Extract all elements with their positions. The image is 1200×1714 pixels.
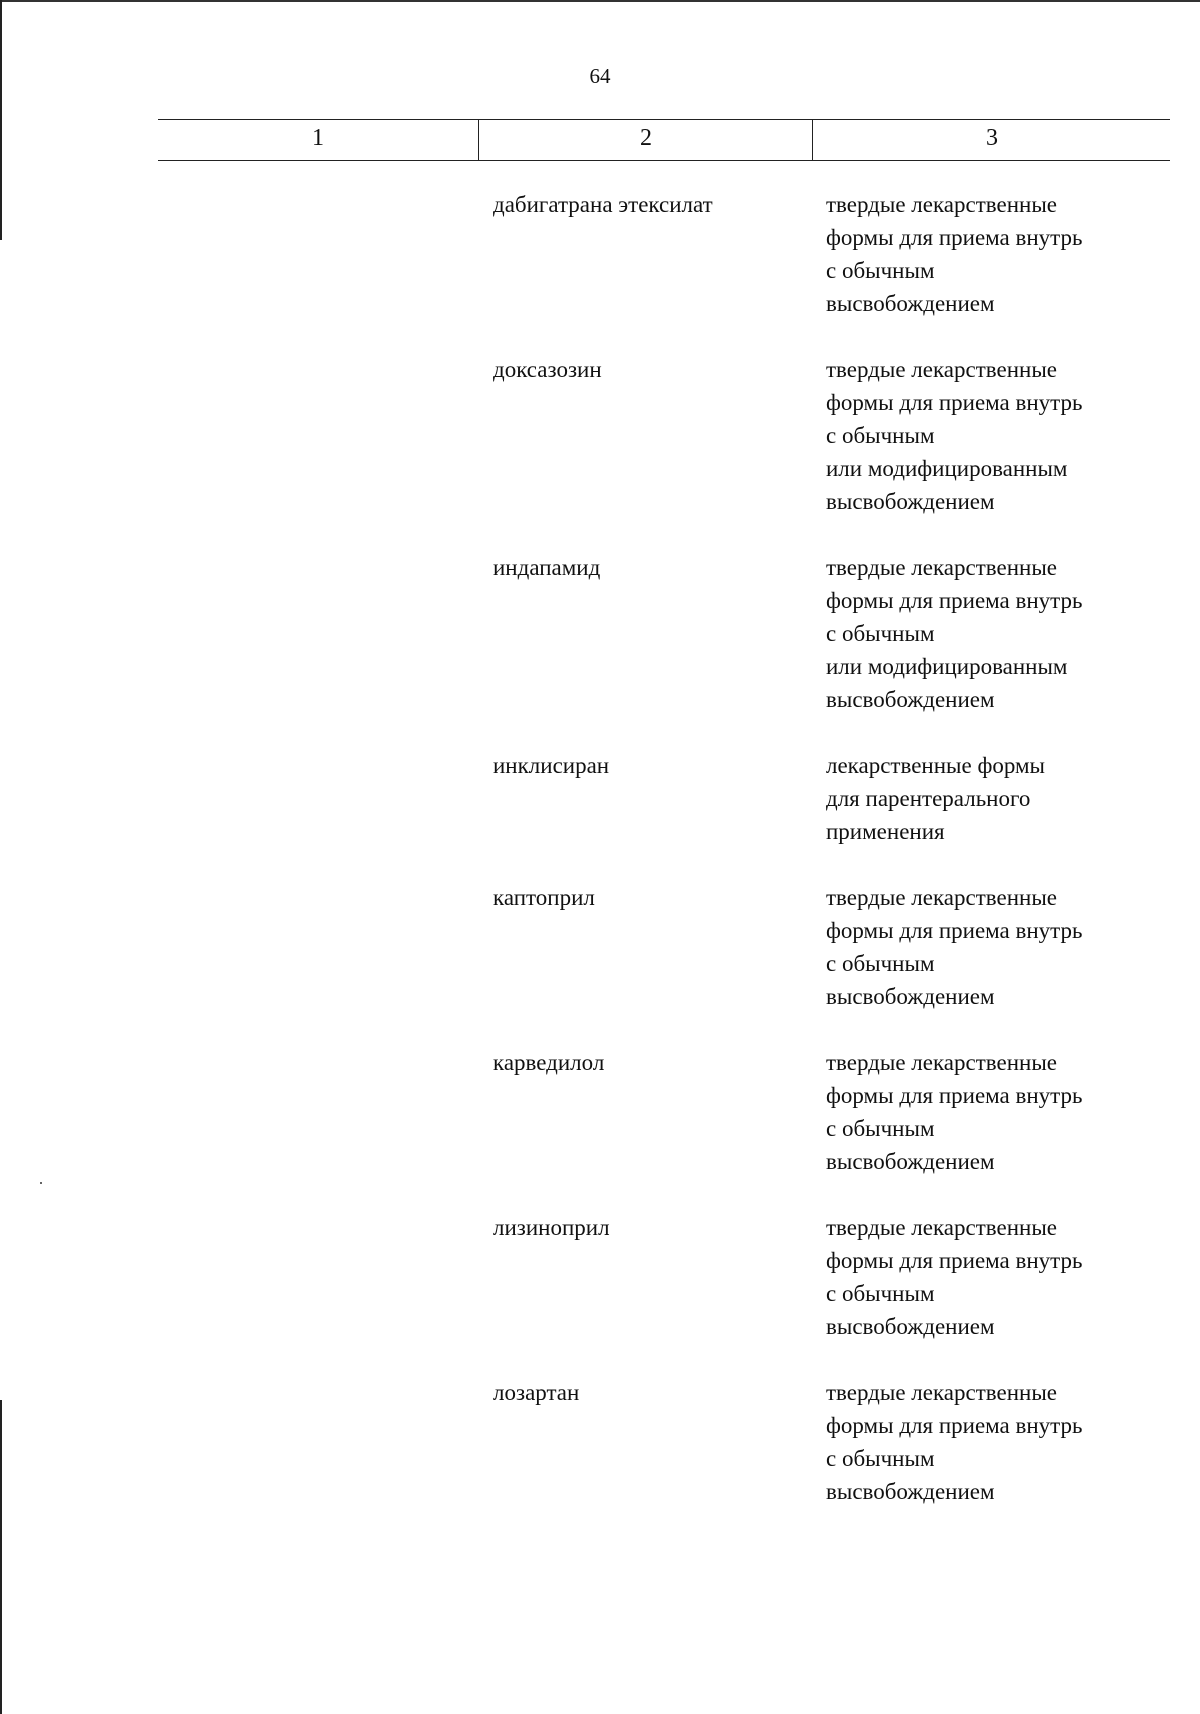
dosage-form-line: с обычным bbox=[826, 1446, 935, 1471]
dosage-form-line: твердые лекарственные bbox=[826, 885, 1057, 910]
dosage-form-line: для парентерального bbox=[826, 786, 1031, 811]
drug-name: инклисиран bbox=[493, 753, 610, 778]
page-number: 64 bbox=[589, 64, 611, 88]
drug-name: дабигатрана этексилат bbox=[493, 192, 713, 217]
column-header-3: 3 bbox=[812, 120, 1171, 160]
dosage-form-line: высвобождением bbox=[826, 1479, 995, 1504]
dosage-form bbox=[826, 881, 1166, 1013]
dosage-form-line: или модифицированным bbox=[826, 654, 1068, 679]
scan-edge-top bbox=[0, 0, 1200, 2]
dosage-form-line: формы для приема внутрь bbox=[826, 1083, 1083, 1108]
dosage-form bbox=[826, 551, 1166, 716]
dosage-form bbox=[826, 188, 1166, 320]
dosage-form-line: высвобождением bbox=[826, 687, 995, 712]
table-row bbox=[0, 353, 1200, 518]
table-row bbox=[0, 1211, 1200, 1343]
dosage-form-line: высвобождением bbox=[826, 1149, 995, 1174]
dosage-form-line: формы для приема внутрь bbox=[826, 225, 1083, 250]
dosage-form-line: формы для приема внутрь bbox=[826, 1248, 1083, 1273]
dosage-form bbox=[826, 1376, 1166, 1508]
dosage-form-line: формы для приема внутрь bbox=[826, 390, 1083, 415]
dosage-form-line: твердые лекарственные bbox=[826, 357, 1057, 382]
dosage-form-line: высвобождением bbox=[826, 1314, 995, 1339]
dosage-form-line: твердые лекарственные bbox=[826, 1215, 1057, 1240]
dosage-form-line: твердые лекарственные bbox=[826, 192, 1057, 217]
drug-name: каптоприл bbox=[493, 885, 595, 910]
table-row bbox=[0, 551, 1200, 716]
dosage-form-line: формы для приема внутрь bbox=[826, 588, 1083, 613]
dosage-form-line: высвобождением bbox=[826, 291, 995, 316]
drug-name: лозартан bbox=[493, 1380, 580, 1405]
dosage-form-line: с обычным bbox=[826, 621, 935, 646]
table-row bbox=[0, 749, 1200, 848]
table-header bbox=[158, 119, 1170, 161]
column-header-2: 2 bbox=[478, 120, 813, 160]
dosage-form-line: высвобождением bbox=[826, 984, 995, 1009]
dosage-form-line: с обычным bbox=[826, 951, 935, 976]
drug-name: лизиноприл bbox=[493, 1215, 610, 1240]
dosage-form-line: с обычным bbox=[826, 258, 935, 283]
dosage-form-line: с обычным bbox=[826, 423, 935, 448]
dosage-form bbox=[826, 1211, 1166, 1343]
dosage-form-line: применения bbox=[826, 819, 945, 844]
column-header-1: 1 bbox=[312, 125, 324, 151]
table-body bbox=[0, 188, 1200, 1541]
dosage-form-line: высвобождением bbox=[826, 489, 995, 514]
drug-name: карведилол bbox=[493, 1050, 605, 1075]
dosage-form-line: с обычным bbox=[826, 1116, 935, 1141]
dosage-form-line: твердые лекарственные bbox=[826, 1050, 1057, 1075]
table-row bbox=[0, 1046, 1200, 1178]
table-row bbox=[0, 881, 1200, 1013]
table-row bbox=[0, 188, 1200, 320]
drug-name: индапамид bbox=[493, 555, 601, 580]
table-row bbox=[0, 1376, 1200, 1508]
dosage-form bbox=[826, 749, 1166, 848]
dosage-form bbox=[826, 353, 1166, 518]
dosage-form-line: твердые лекарственные bbox=[826, 1380, 1057, 1405]
drug-name: доксазозин bbox=[493, 357, 602, 382]
dosage-form-line: твердые лекарственные bbox=[826, 555, 1057, 580]
dosage-form-line: формы для приема внутрь bbox=[826, 918, 1083, 943]
dosage-form-line: или модифицированным bbox=[826, 456, 1068, 481]
dosage-form-line: формы для приема внутрь bbox=[826, 1413, 1083, 1438]
dosage-form-line: с обычным bbox=[826, 1281, 935, 1306]
dosage-form-line: лекарственные формы bbox=[826, 753, 1046, 778]
dosage-form bbox=[826, 1046, 1166, 1178]
